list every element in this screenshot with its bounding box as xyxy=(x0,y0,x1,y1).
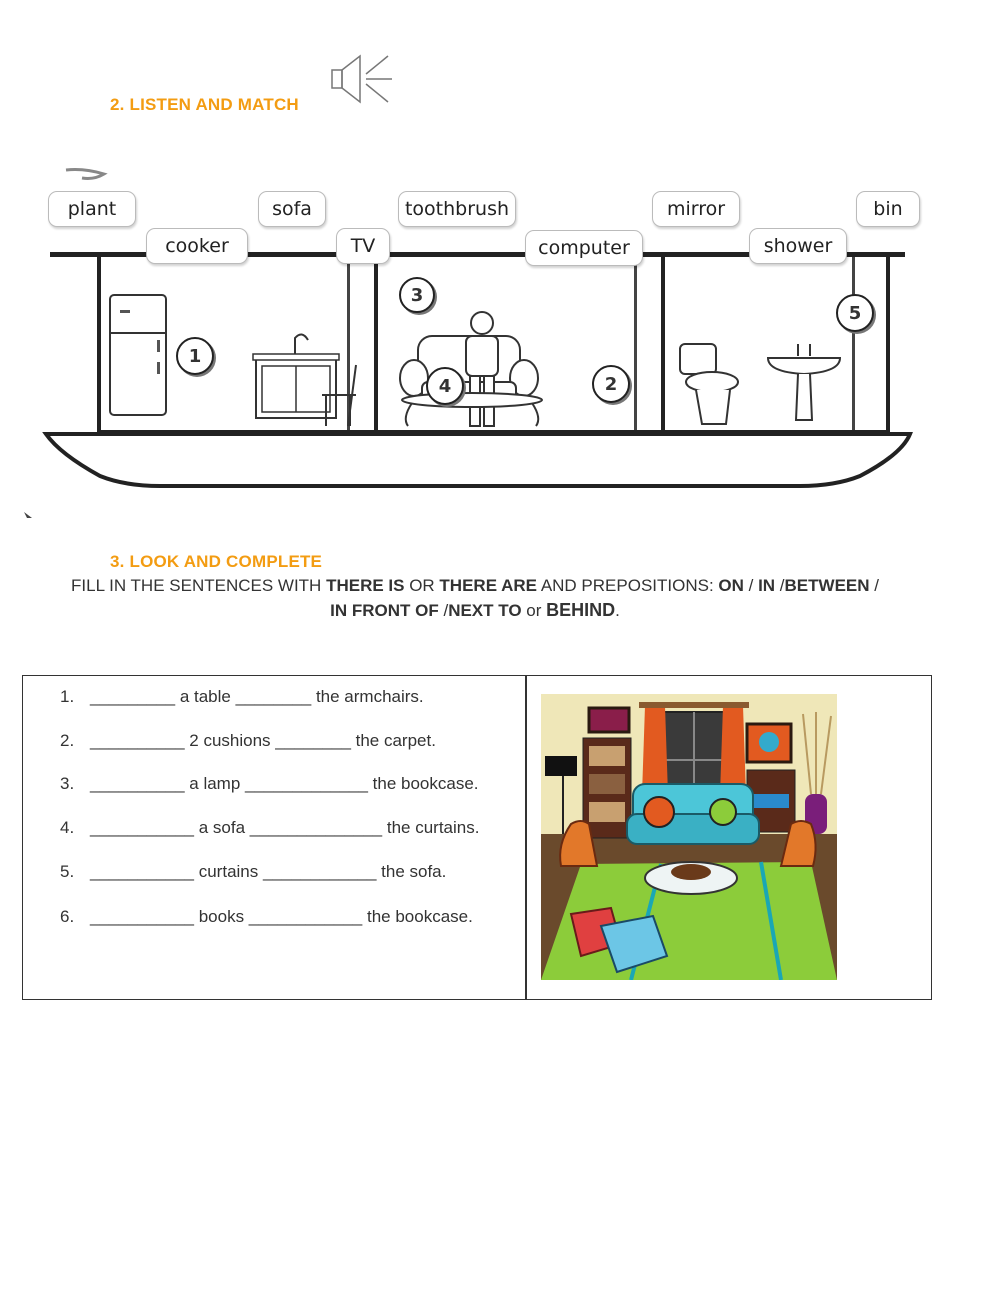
sentence-6[interactable]: 6. ___________ books ____________ the bookcase. xyxy=(60,907,473,926)
word-card-shower[interactable]: shower xyxy=(749,228,847,264)
number-marker-5: 5 xyxy=(836,294,874,332)
word-card-computer[interactable]: computer xyxy=(525,230,643,266)
person-drawing xyxy=(466,312,498,426)
number-marker-2: 2 xyxy=(592,365,630,403)
number-marker-4: 4 xyxy=(426,367,464,405)
fridge-drawing xyxy=(110,295,166,415)
cursor-mark-icon xyxy=(24,512,34,522)
section-2-heading: 2. LISTEN AND MATCH xyxy=(110,95,299,114)
word-card-toothbrush[interactable]: toothbrush xyxy=(398,191,516,227)
speaker-icon[interactable] xyxy=(328,52,396,106)
word-card-sofa[interactable]: sofa xyxy=(258,191,326,227)
word-card-mirror[interactable]: mirror xyxy=(652,191,740,227)
sentence-4[interactable]: 4. ___________ a sofa ______________ the curtains. xyxy=(60,818,480,837)
sentence-1[interactable]: 1. _________ a table ________ the armchairs. xyxy=(60,687,424,706)
sentence-3[interactable]: 3. __________ a lamp _____________ the bookcase. xyxy=(60,774,479,793)
section-3-heading: 3. LOOK AND COMPLETE xyxy=(110,552,323,571)
number-marker-3: 3 xyxy=(399,277,435,313)
word-card-cooker[interactable]: cooker xyxy=(146,228,248,264)
instruction-text: FILL IN THE SENTENCES WITH THERE IS OR THERE ARE AND PREPOSITIONS: ON / IN /BETWEEN / IN FRONT OF /NEXT TO or BEHIND. xyxy=(71,576,879,620)
toilet-drawing xyxy=(680,344,738,424)
word-card-bin[interactable]: bin xyxy=(856,191,920,227)
sentence-5[interactable]: 5. ___________ curtains ____________ the sofa. xyxy=(60,862,447,881)
house-boat-diagram xyxy=(40,240,915,490)
table-divider xyxy=(525,676,527,999)
washbasin-drawing xyxy=(768,344,840,420)
word-card-tv[interactable]: TV xyxy=(336,228,390,264)
word-card-plant[interactable]: plant xyxy=(48,191,136,227)
living-room-illustration xyxy=(541,694,837,980)
sentence-2[interactable]: 2. __________ 2 cushions ________ the carpet. xyxy=(60,731,436,750)
number-marker-1: 1 xyxy=(176,337,214,375)
decorative-mark-icon xyxy=(64,166,108,182)
